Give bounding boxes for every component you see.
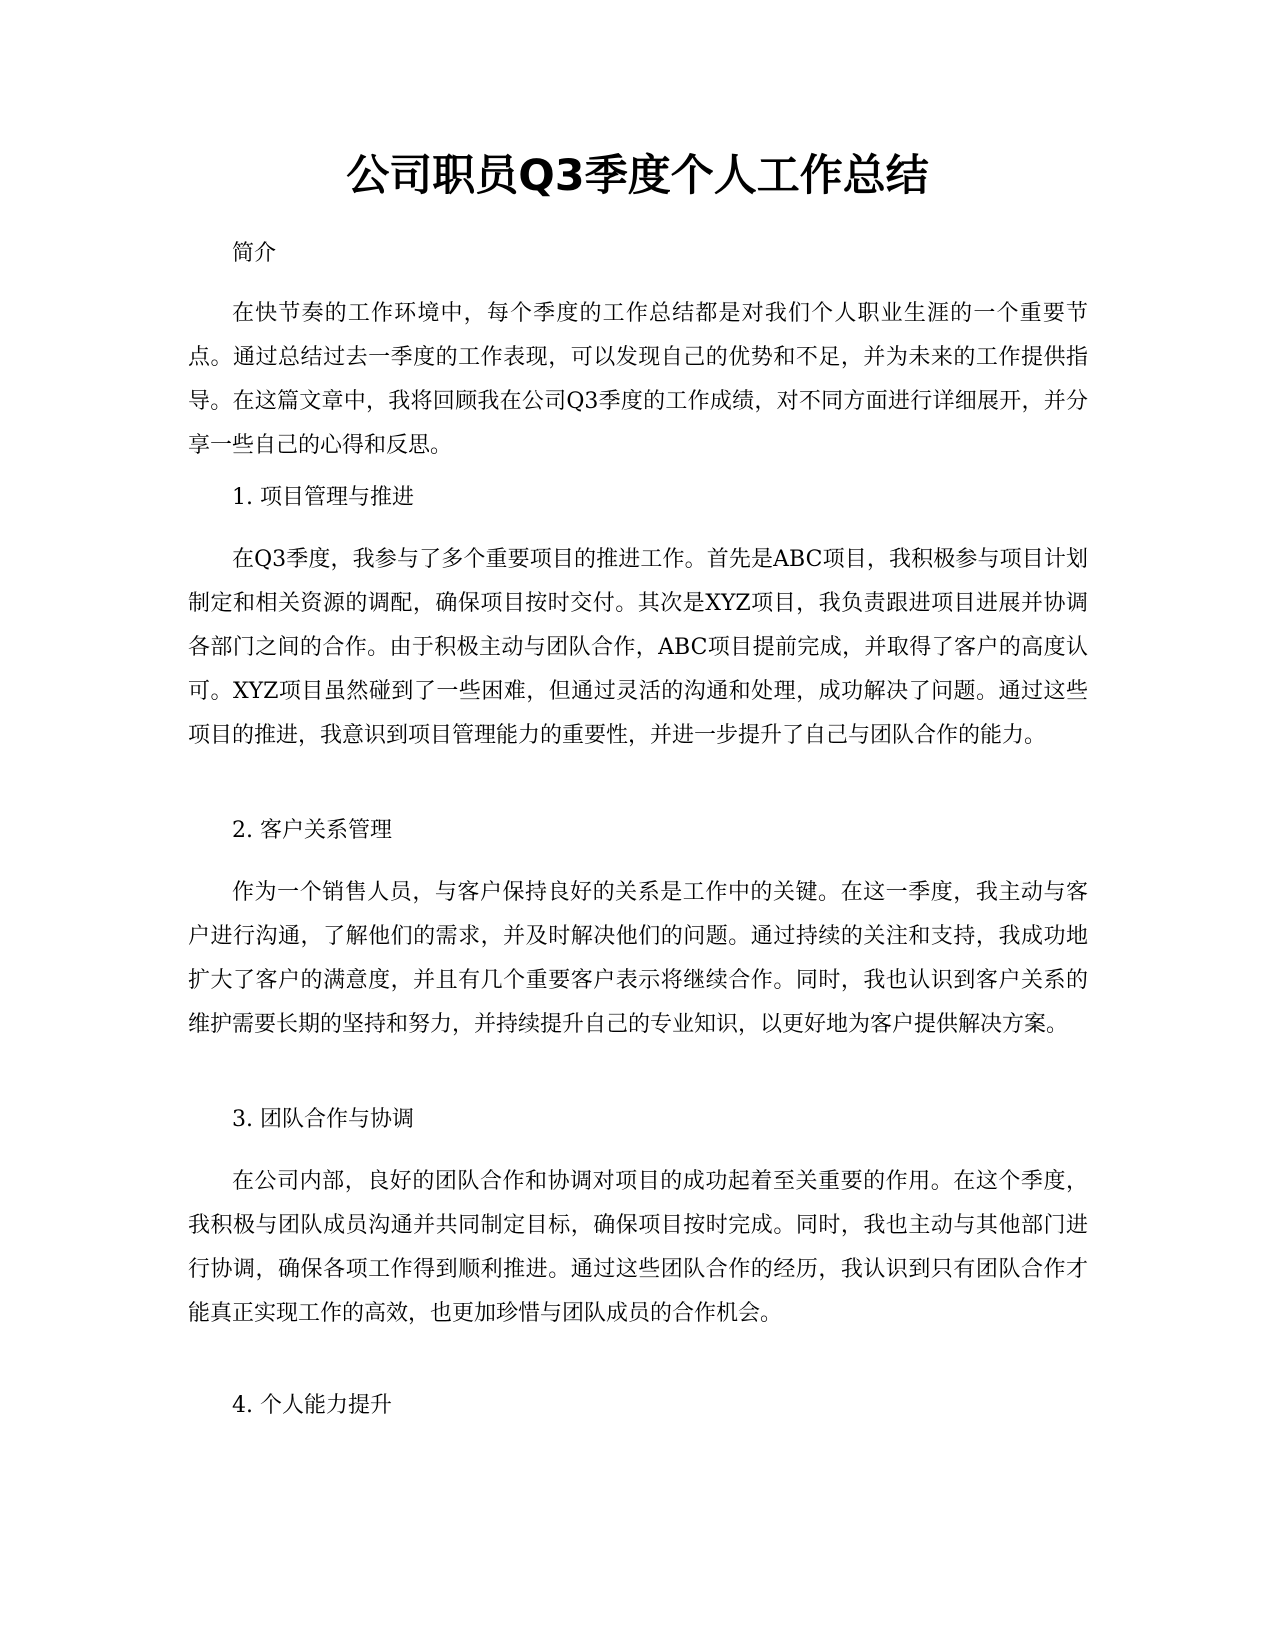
section-heading-teamwork: 3. 团队合作与协调 xyxy=(232,1107,414,1132)
section-heading-client-relations: 2. 客户关系管理 xyxy=(232,818,392,843)
section-paragraph-project-management: 在Q3季度，我参与了多个重要项目的推进工作。首先是ABC项目，我积极参与项目计划制定和相关资源的调配，确保项目按时交付。其次是XYZ项目，我负责跟进项目进展并协调各部门之间的合作。由于积极主动与团队合作，ABC项目提前完成，并取得了客户的高度认可。XYZ项目虽然碰到了一些困难，但通过灵活的沟通和处理，成功解决了问题。通过这些项目的推进，我意识到项目管理能力的重要性，并进一步提升了自己与团队合作的能力。 xyxy=(188,547,1088,748)
intro-paragraph: 在快节奏的工作环境中，每个季度的工作总结都是对我们个人职业生涯的一个重要节点。通过总结过去一季度的工作表现，可以发现自己的优势和不足，并为未来的工作提供指导。在这篇文章中，我将回顾我在公司Q3季度的工作成绩，对不同方面进行详细展开，并分享一些自己的心得和反思。 xyxy=(188,301,1088,458)
section-heading-personal-growth: 4. 个人能力提升 xyxy=(232,1393,392,1418)
section-paragraph-teamwork: 在公司内部，良好的团队合作和协调对项目的成功起着至关重要的作用。在这个季度，我积极与团队成员沟通并共同制定目标，确保项目按时完成。同时，我也主动与其他部门进行协调，确保各项工作得到顺利推进。通过这些团队合作的经历，我认识到只有团队合作才能真正实现工作的高效，也更加珍惜与团队成员的合作机会。 xyxy=(188,1169,1088,1326)
section-paragraph-client-relations: 作为一个销售人员，与客户保持良好的关系是工作中的关键。在这一季度，我主动与客户进行沟通，了解他们的需求，并及时解决他们的问题。通过持续的关注和支持，我成功地扩大了客户的满意度，并且有几个重要客户表示将继续合作。同时，我也认识到客户关系的维护需要长期的坚持和努力，并持续提升自己的专业知识，以更好地为客户提供解决方案。 xyxy=(188,880,1088,1037)
document-title: 公司职员Q3季度个人工作总结 xyxy=(346,151,929,201)
intro-heading: 简介 xyxy=(232,241,277,266)
section-heading-project-management: 1. 项目管理与推进 xyxy=(232,485,414,510)
